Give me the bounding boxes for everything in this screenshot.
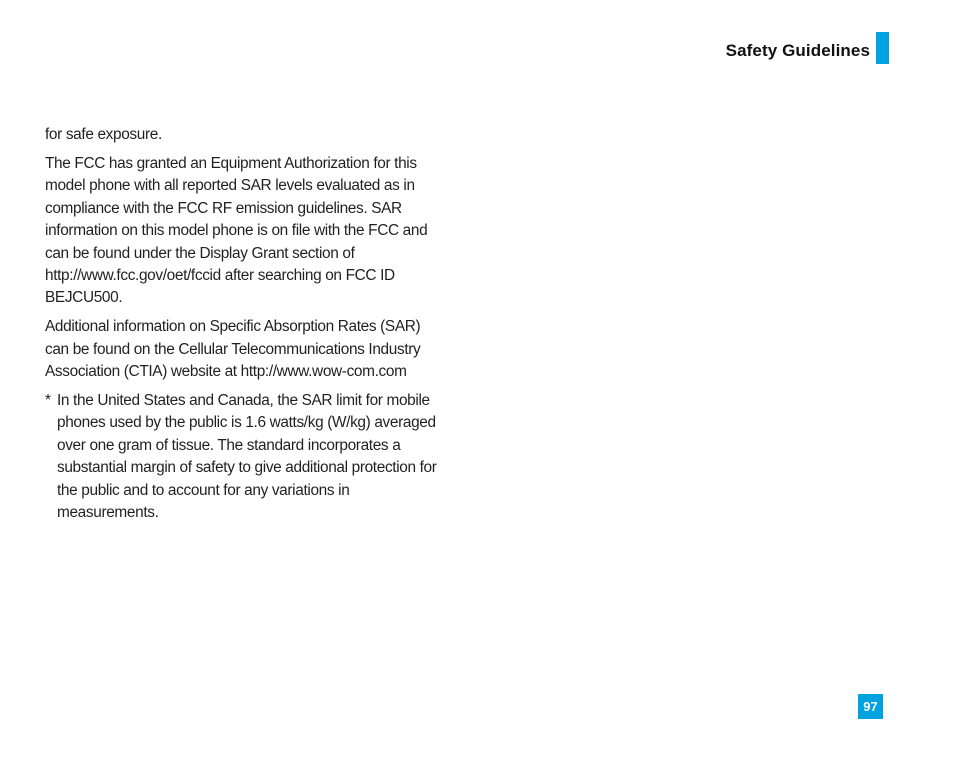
paragraph-sar-info: Additional information on Specific Absorption Rates (SAR) can be found on the Cellular Telecommunications Industry Association (CTIA) website at http://www.wow-com.com (45, 318, 421, 381)
section-tab-marker (876, 32, 889, 64)
note-asterisk: * (45, 391, 51, 409)
section-header-title: Safety Guidelines (725, 41, 870, 60)
paragraph-continuation: for safe exposure. (45, 126, 162, 143)
sar-limit-note (45, 390, 437, 524)
body-content (45, 124, 437, 531)
page-number: 97 (858, 694, 883, 719)
paragraph-fcc-authorization: The FCC has granted an Equipment Authorization for this model phone with all reported SAR levels evaluated as in compliance with the FCC RF emission guidelines. SAR information on this model phone is on file with the FCC and can be found under the Display Grant section of http://www.fcc.gov/oet/fccid after searching on FCC ID BEJCU500. (45, 154, 428, 307)
note-text: In the United States and Canada, the SAR limit for mobile phones used by the public is 1.6 watts/kg (W/kg) averaged over one gram of tissue. The standard incorporates a substantial margin of safety to give additional protection for the public and to account for any variations in measurements. (57, 391, 437, 521)
